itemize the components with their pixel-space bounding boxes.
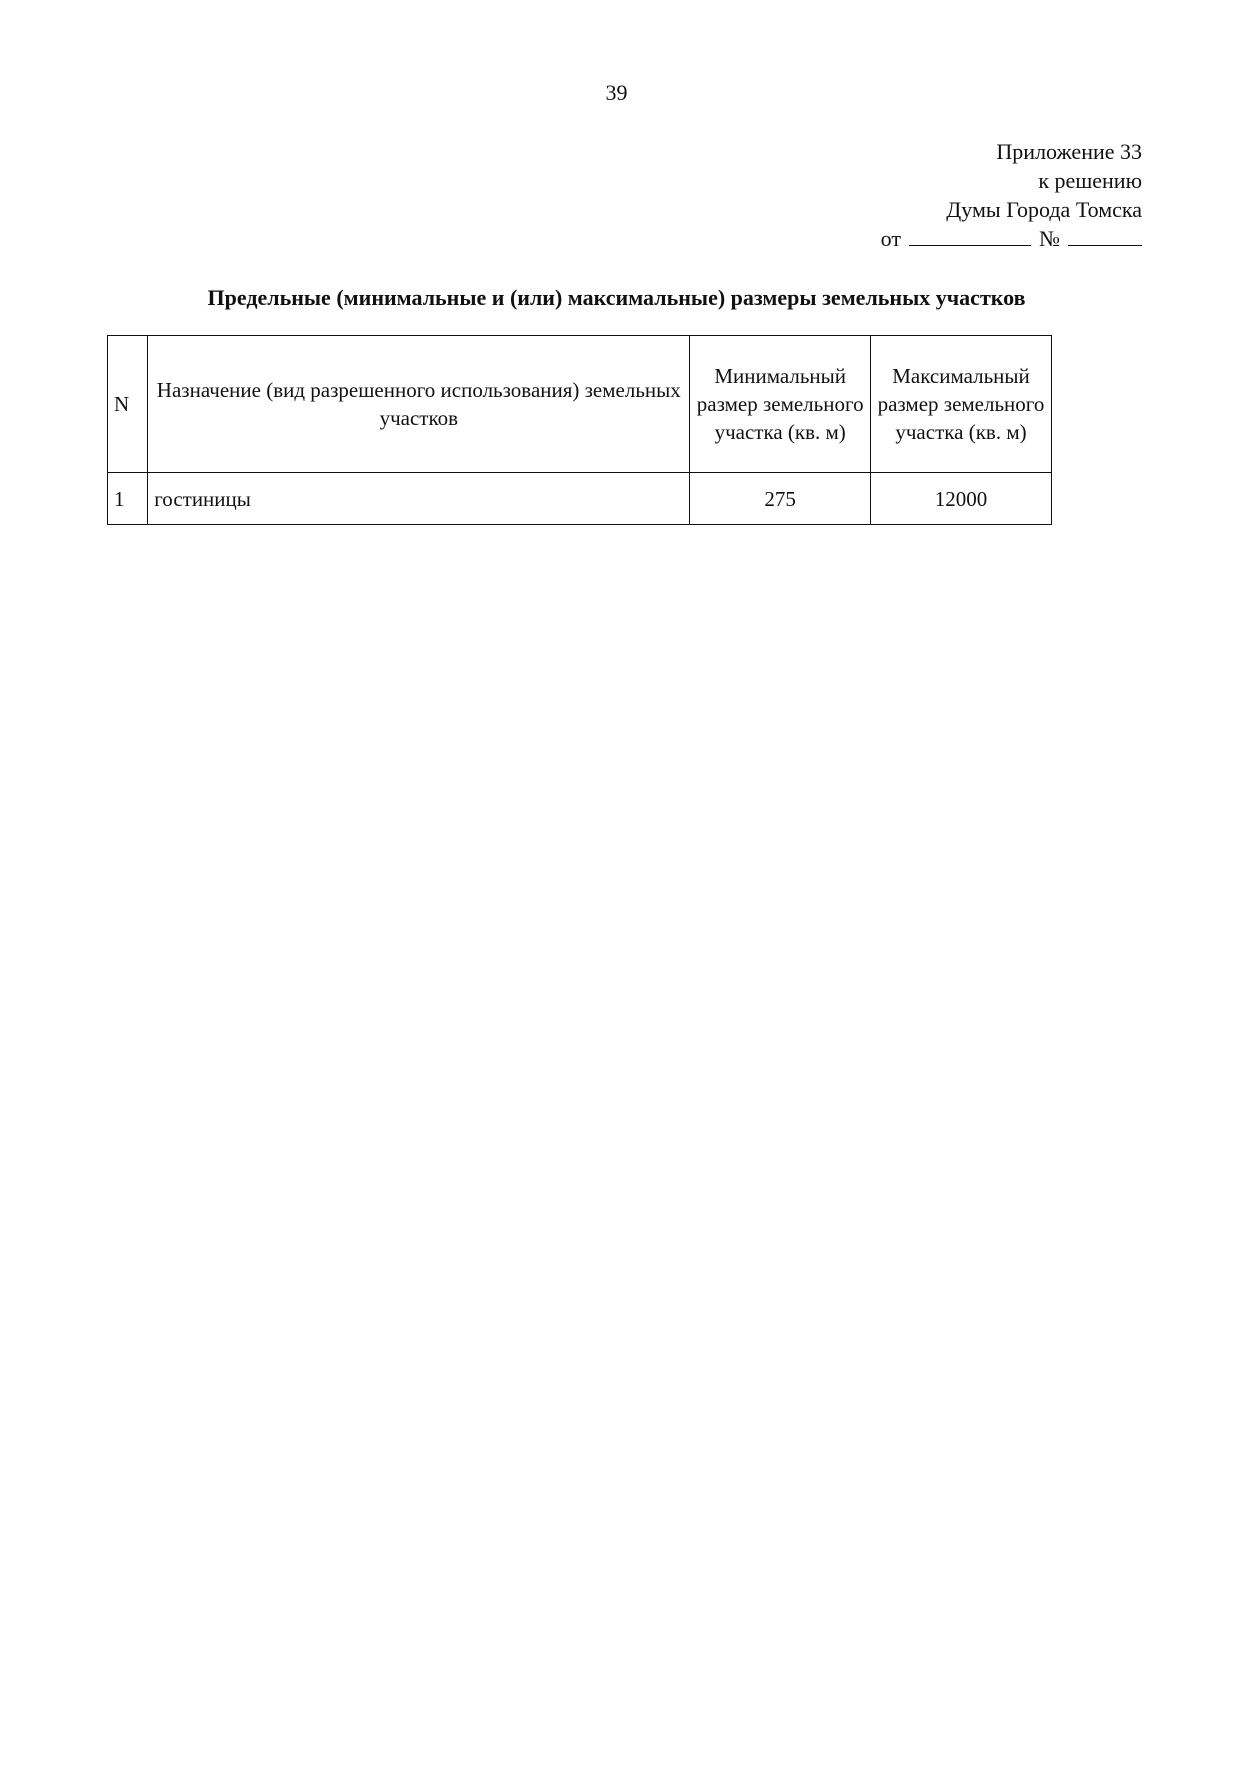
- row-max-size: 12000: [870, 473, 1051, 525]
- appendix-duma: Думы Города Томска: [946, 197, 1142, 222]
- date-blank: [909, 225, 1031, 246]
- land-plot-limits-table: [107, 335, 1052, 525]
- date-prefix: от: [880, 226, 901, 251]
- row-purpose: гостиницы: [148, 473, 690, 525]
- page-number: 39: [605, 80, 628, 105]
- number-blank: [1068, 225, 1142, 246]
- appendix-decision: к решению: [1038, 168, 1142, 193]
- row-min-size: 275: [690, 473, 871, 525]
- table-row: [108, 473, 1052, 525]
- header-min-size: Минимальный размер земельного участка (кв. м): [690, 336, 871, 473]
- number-sign: №: [1039, 226, 1060, 251]
- appendix-date-line: [881, 224, 1142, 253]
- table-header-row: [108, 336, 1052, 473]
- header-max-size: Максимальный размер земельного участка (кв. м): [870, 336, 1051, 473]
- appendix-number: Приложение 33: [996, 139, 1142, 164]
- document-title: Предельные (минимальные и (или) максимальные) размеры земельных участков: [207, 285, 1026, 310]
- header-n: N: [108, 336, 148, 473]
- row-n: 1: [108, 473, 148, 525]
- appendix-header: [881, 137, 1142, 253]
- header-purpose: Назначение (вид разрешенного использования) земельных участков: [148, 336, 690, 473]
